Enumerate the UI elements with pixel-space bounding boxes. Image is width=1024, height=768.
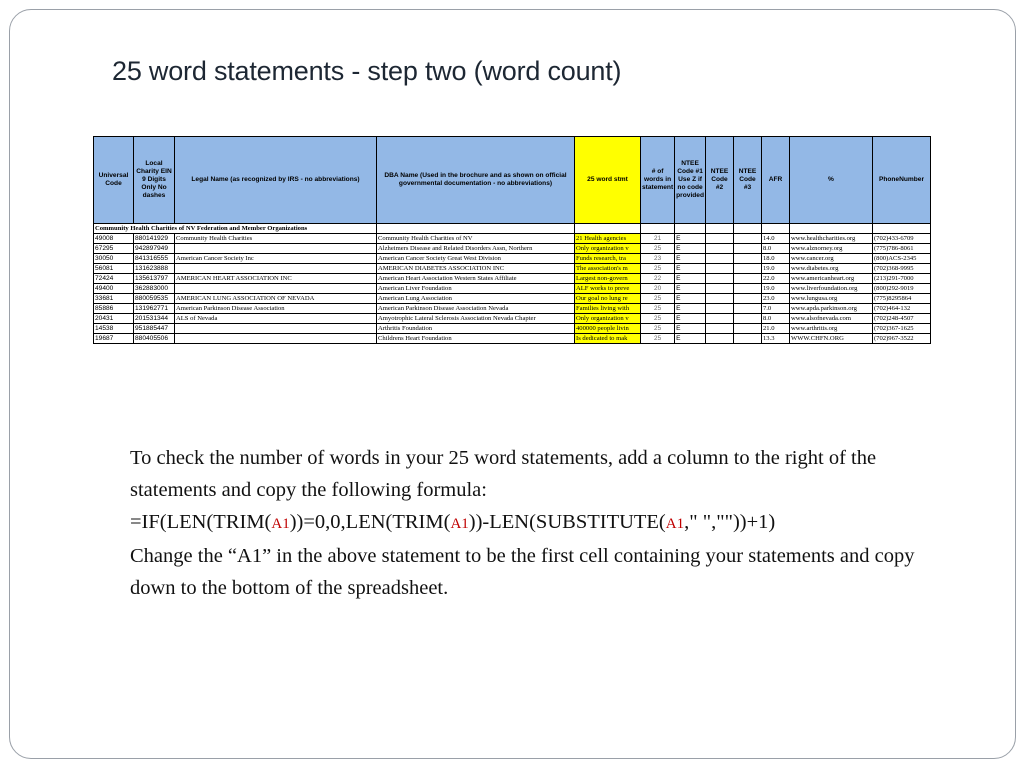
cell-universal-code[interactable]: 30050: [94, 254, 134, 264]
cell-legal-name[interactable]: [175, 244, 377, 254]
cell-dba-name[interactable]: American Heart Association Western States Affiliate: [377, 274, 575, 284]
cell-ntee-2[interactable]: [705, 274, 733, 284]
cell-ein[interactable]: 951885447: [134, 324, 175, 334]
cell-afr[interactable]: 21.0: [761, 324, 789, 334]
cell-ntee-2[interactable]: [705, 254, 733, 264]
table-row: [94, 284, 931, 294]
cell[interactable]: [377, 224, 575, 234]
header-ein[interactable]: Local Charity EIN 9 Digits Only No dashes: [134, 137, 175, 224]
cell-legal-name[interactable]: American Cancer Society Inc: [175, 254, 377, 264]
cell-phone[interactable]: (800)ACS-2345: [872, 254, 930, 264]
group-label[interactable]: Community Health Charities of NV Federation and Member Organizations: [94, 224, 377, 234]
spreadsheet-table: [93, 136, 931, 344]
cell-dba-name[interactable]: Childrens Heart Foundation: [377, 334, 575, 344]
cell-phone[interactable]: (213)291-7000: [872, 274, 930, 284]
cell-website[interactable]: www.liverfoundation.org: [789, 284, 872, 294]
cell-phone[interactable]: (800)292-9019: [872, 284, 930, 294]
cell-website[interactable]: www.healthcharities.org: [789, 234, 872, 244]
cell-word-count[interactable]: 25: [641, 294, 675, 304]
cell-universal-code[interactable]: 33681: [94, 294, 134, 304]
cell-word-count[interactable]: 23: [641, 254, 675, 264]
cell-ntee-1[interactable]: E: [675, 314, 706, 324]
cell-dba-name[interactable]: Arthritis Foundation: [377, 324, 575, 334]
cell-website[interactable]: www.alznorney.org: [789, 244, 872, 254]
cell-afr[interactable]: 19.0: [761, 264, 789, 274]
cell-universal-code[interactable]: 14538: [94, 324, 134, 334]
cell-ntee-3[interactable]: [733, 234, 761, 244]
cell-25-word-stmt[interactable]: 400000 people livin: [575, 324, 641, 334]
cell-legal-name[interactable]: Community Health Charities: [175, 234, 377, 244]
cell-afr[interactable]: 8.0: [761, 244, 789, 254]
cell-ein[interactable]: 362883000: [134, 284, 175, 294]
table-row: [94, 304, 931, 314]
cell-word-count[interactable]: 25: [641, 304, 675, 314]
table-row: [94, 264, 931, 274]
cell-ntee-2[interactable]: [705, 264, 733, 274]
cell-phone[interactable]: (702)967-3522: [872, 334, 930, 344]
formula-part-2: ))=0,0,LEN(TRIM(: [289, 511, 451, 533]
cell-legal-name[interactable]: [175, 334, 377, 344]
cell[interactable]: [733, 224, 761, 234]
cell-legal-name[interactable]: [175, 284, 377, 294]
cell-ntee-3[interactable]: [733, 254, 761, 264]
cell-phone[interactable]: (702)433-6709: [872, 234, 930, 244]
slide-frame: [9, 9, 1016, 759]
cell[interactable]: [675, 224, 706, 234]
cell-ntee-1[interactable]: E: [675, 264, 706, 274]
cell-legal-name[interactable]: AMERICAN LUNG ASSOCIATION OF NEVADA: [175, 294, 377, 304]
cell-25-word-stmt[interactable]: Only organization v: [575, 244, 641, 254]
cell-website[interactable]: www.lungusa.org: [789, 294, 872, 304]
cell-dba-name[interactable]: American Lung Association: [377, 294, 575, 304]
cell-word-count[interactable]: 25: [641, 264, 675, 274]
cell-word-count[interactable]: 20: [641, 284, 675, 294]
cell-ntee-3[interactable]: [733, 294, 761, 304]
cell-universal-code[interactable]: 49400: [94, 284, 134, 294]
formula-cell-ref-3: A1: [665, 516, 685, 532]
table-row: [94, 254, 931, 264]
cell-phone[interactable]: (775)8295864: [872, 294, 930, 304]
formula-cell-ref-2: A1: [450, 516, 469, 532]
formula-line: [130, 506, 930, 540]
header-dba-name[interactable]: DBA Name (Used in the brochure and as shown on official governmental documentation - no abbreviations): [377, 137, 575, 224]
cell-dba-name[interactable]: American Cancer Society Great West Division: [377, 254, 575, 264]
header-ntee-2[interactable]: NTEE Code #2: [705, 137, 733, 224]
cell[interactable]: [575, 224, 641, 234]
cell-ntee-3[interactable]: [733, 304, 761, 314]
cell-legal-name[interactable]: American Parkinson Disease Association: [175, 304, 377, 314]
cell-25-word-stmt[interactable]: The association's m: [575, 264, 641, 274]
header-percent[interactable]: %: [789, 137, 872, 224]
cell-universal-code[interactable]: 72424: [94, 274, 134, 284]
cell-25-word-stmt[interactable]: Only organization v: [575, 314, 641, 324]
cell-ntee-1[interactable]: E: [675, 274, 706, 284]
cell-ein[interactable]: 131962771: [134, 304, 175, 314]
formula-part-1: =IF(LEN(TRIM(: [130, 511, 272, 533]
cell-ntee-3[interactable]: [733, 264, 761, 274]
cell-afr[interactable]: 13.3: [761, 334, 789, 344]
instruction-intro: To check the number of words in your 25 word statements, add a column to the right of the statements and copy the following formula:: [130, 447, 877, 501]
table-row: [94, 314, 931, 324]
cell-ntee-1[interactable]: E: [675, 284, 706, 294]
formula-cell-ref-1: A1: [271, 516, 290, 532]
cell-dba-name[interactable]: Alzheimers Disease and Related Disorders Assn, Northern: [377, 244, 575, 254]
table-row: [94, 334, 931, 344]
cell-universal-code[interactable]: 49008: [94, 234, 134, 244]
cell-afr[interactable]: 22.0: [761, 274, 789, 284]
header-word-count[interactable]: # of words in statement: [641, 137, 675, 224]
header-legal-name[interactable]: Legal Name (as recognized by IRS - no abbreviations): [175, 137, 377, 224]
cell-ntee-1[interactable]: E: [675, 254, 706, 264]
cell-legal-name[interactable]: ALS of Nevada: [175, 314, 377, 324]
cell-website[interactable]: www.cancer.org: [789, 254, 872, 264]
cell-dba-name[interactable]: American Liver Foundation: [377, 284, 575, 294]
cell-universal-code[interactable]: 20431: [94, 314, 134, 324]
cell-ntee-2[interactable]: [705, 304, 733, 314]
cell-website[interactable]: www.diabetes.org: [789, 264, 872, 274]
cell[interactable]: [641, 224, 675, 234]
cell-legal-name[interactable]: AMERICAN HEART ASSOCIATION INC: [175, 274, 377, 284]
cell-25-word-stmt[interactable]: Funds research, tra: [575, 254, 641, 264]
table-row: [94, 234, 931, 244]
cell-afr[interactable]: 14.0: [761, 234, 789, 244]
table-row: [94, 294, 931, 304]
cell-ein[interactable]: 201531344: [134, 314, 175, 324]
cell-dba-name[interactable]: American Parkinson Disease Association Nevada: [377, 304, 575, 314]
cell-afr[interactable]: 23.0: [761, 294, 789, 304]
cell-ein[interactable]: 942897949: [134, 244, 175, 254]
cell-ntee-2[interactable]: [705, 234, 733, 244]
cell-25-word-stmt[interactable]: Largest non-govern: [575, 274, 641, 284]
header-25-word-stmt[interactable]: 25 word stmt: [575, 137, 641, 224]
cell-ntee-1[interactable]: E: [675, 304, 706, 314]
cell-ein[interactable]: 880141929: [134, 234, 175, 244]
cell-ein[interactable]: 880405506: [134, 334, 175, 344]
cell-ein[interactable]: 841316555: [134, 254, 175, 264]
cell-phone[interactable]: (702)248-4507: [872, 314, 930, 324]
cell-afr[interactable]: 18.0: [761, 254, 789, 264]
cell-dba-name[interactable]: Amyotrophic Lateral Sclerosis Association Nevada Chapter: [377, 314, 575, 324]
group-row: [94, 224, 931, 234]
cell-phone[interactable]: (702)367-1625: [872, 324, 930, 334]
cell-ntee-3[interactable]: [733, 314, 761, 324]
table-row: [94, 244, 931, 254]
header-universal-code[interactable]: Universal Code: [94, 137, 134, 224]
cell[interactable]: [789, 224, 872, 234]
cell-afr[interactable]: 19.0: [761, 284, 789, 294]
cell-ntee-2[interactable]: [705, 334, 733, 344]
cell-legal-name[interactable]: [175, 264, 377, 274]
cell-phone[interactable]: (702)464-132: [872, 304, 930, 314]
cell-ntee-3[interactable]: [733, 334, 761, 344]
header-ntee-3[interactable]: NTEE Code #3: [733, 137, 761, 224]
cell-ntee-1[interactable]: E: [675, 334, 706, 344]
header-ntee-1[interactable]: NTEE Code #1 Use Z if no code provided: [675, 137, 706, 224]
cell-25-word-stmt[interactable]: 21 Health agencies: [575, 234, 641, 244]
instructions-text: [130, 442, 930, 604]
cell-25-word-stmt[interactable]: Families living with: [575, 304, 641, 314]
slide-title: 25 word statements - step two (word count): [112, 56, 622, 86]
cell-phone[interactable]: (775)786-8061: [872, 244, 930, 254]
instruction-change-reference: Change the “A1” in the above statement to be the first cell containing your statements and copy down to the bottom of the spreadsheet.: [130, 545, 915, 599]
cell-word-count[interactable]: 22: [641, 274, 675, 284]
cell-ntee-3[interactable]: [733, 274, 761, 284]
table-row: [94, 274, 931, 284]
cell-ntee-1[interactable]: E: [675, 294, 706, 304]
cell-dba-name[interactable]: Community Health Charities of NV: [377, 234, 575, 244]
cell-ntee-3[interactable]: [733, 324, 761, 334]
cell-word-count[interactable]: 25: [641, 314, 675, 324]
cell-ntee-1[interactable]: E: [675, 324, 706, 334]
cell-universal-code[interactable]: 85886: [94, 304, 134, 314]
cell-legal-name[interactable]: [175, 324, 377, 334]
cell-ntee-1[interactable]: E: [675, 234, 706, 244]
cell-ein[interactable]: 135613797: [134, 274, 175, 284]
cell-word-count[interactable]: 21: [641, 234, 675, 244]
cell-website[interactable]: www.americanheart.org: [789, 274, 872, 284]
cell-universal-code[interactable]: 19687: [94, 334, 134, 344]
cell-ntee-2[interactable]: [705, 314, 733, 324]
cell-word-count[interactable]: 25: [641, 244, 675, 254]
cell-ein[interactable]: 880059535: [134, 294, 175, 304]
cell-ntee-2[interactable]: [705, 294, 733, 304]
cell-afr[interactable]: 7.0: [761, 304, 789, 314]
cell-website[interactable]: www.arthritis.org: [789, 324, 872, 334]
cell-ntee-2[interactable]: [705, 244, 733, 254]
cell-dba-name[interactable]: AMERICAN DIABETES ASSOCIATION INC: [377, 264, 575, 274]
header-afr[interactable]: AFR: [761, 137, 789, 224]
cell-afr[interactable]: 8.0: [761, 314, 789, 324]
cell-25-word-stmt[interactable]: ALF works to preve: [575, 284, 641, 294]
cell[interactable]: [761, 224, 789, 234]
cell-word-count[interactable]: 25: [641, 324, 675, 334]
cell-25-word-stmt[interactable]: Is dedicated to mak: [575, 334, 641, 344]
cell-website[interactable]: www.alsofnevada.com: [789, 314, 872, 324]
cell-ntee-3[interactable]: [733, 244, 761, 254]
cell-phone[interactable]: (702)368-9995: [872, 264, 930, 274]
cell-website[interactable]: www.apda.parkinson.org: [789, 304, 872, 314]
cell[interactable]: [705, 224, 733, 234]
cell-website[interactable]: WWW.CHFN.ORG: [789, 334, 872, 344]
cell-universal-code[interactable]: 56081: [94, 264, 134, 274]
cell-universal-code[interactable]: 67295: [94, 244, 134, 254]
formula-part-3: ))-LEN(SUBSTITUTE(: [468, 511, 666, 533]
cell[interactable]: [872, 224, 930, 234]
cell-ntee-3[interactable]: [733, 284, 761, 294]
formula-part-4: ," ",""))+1): [684, 511, 776, 533]
cell-ntee-1[interactable]: E: [675, 244, 706, 254]
cell-ntee-2[interactable]: [705, 284, 733, 294]
header-phone[interactable]: PhoneNumber: [872, 137, 930, 224]
cell-ntee-2[interactable]: [705, 324, 733, 334]
cell-word-count[interactable]: 25: [641, 334, 675, 344]
table-row: [94, 324, 931, 334]
header-row: [94, 137, 931, 224]
cell-25-word-stmt[interactable]: Our goal no lung re: [575, 294, 641, 304]
cell-ein[interactable]: 131623888: [134, 264, 175, 274]
